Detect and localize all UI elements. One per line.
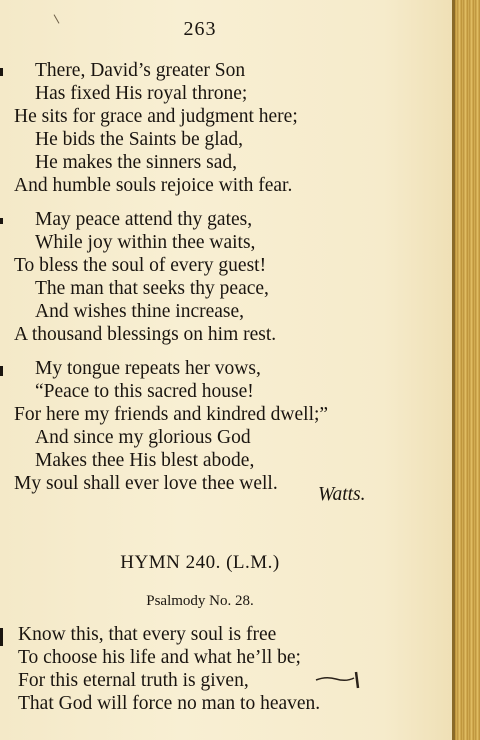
stanza-2-line-1: May peace attend thy gates, (35, 209, 253, 230)
stanza-2-line-5: And wishes thine increase, (35, 301, 245, 322)
stanza-1-line-3: He sits for grace and judgment here; (14, 106, 298, 127)
hymn-line-3: For this eternal truth is given, (18, 670, 249, 691)
stanza-3-line-2: “Peace to this sacred house! (35, 381, 254, 402)
stanza-3-line-4: And since my glorious God (35, 427, 251, 448)
stanza-2-line-6: A thousand blessings on him rest. (14, 324, 277, 345)
hymn-line-2: To choose his life and what he’ll be; (18, 647, 301, 668)
tune-reference: Psalmody No. 28. (146, 593, 254, 609)
ink-mark (314, 670, 362, 690)
stanza-1-line-2: Has fixed His royal throne; (35, 83, 248, 104)
hymn-line-4: That God will force no man to heaven. (18, 693, 321, 714)
author-attribution: Watts. (318, 484, 366, 505)
hymn-line-1: Know this, that every soul is free (18, 624, 277, 645)
stanza-1-line-1: There, David’s greater Son (35, 60, 246, 81)
stanza-marker (0, 218, 3, 224)
stanza-1-line-6: And humble souls rejoice with fear. (14, 175, 293, 196)
stanza-3-line-1: My tongue repeats her vows, (35, 358, 261, 379)
stanza-marker (0, 366, 3, 376)
stanza-3-line-6: My soul shall ever love thee well. (14, 473, 278, 494)
verse-number-fragment (0, 628, 3, 646)
stanza-2-line-3: To bless the soul of every guest! (14, 255, 267, 276)
stanza-1-line-4: He bids the Saints be glad, (35, 129, 243, 150)
stanza-3-line-3: For here my friends and kindred dwell;” (14, 404, 329, 425)
stanza-marker (0, 68, 3, 76)
stanza-3-line-5: Makes thee His blest abode, (35, 450, 255, 471)
stanza-2-line-4: The man that seeks thy peace, (35, 278, 269, 299)
stanza-1-line-5: He makes the sinners sad, (35, 152, 237, 173)
hymn-title: HYMN 240. (L.M.) (120, 552, 280, 573)
page-number: 263 (183, 18, 217, 40)
stanza-2-line-2: While joy within thee waits, (35, 232, 256, 253)
page-edge (452, 0, 480, 740)
